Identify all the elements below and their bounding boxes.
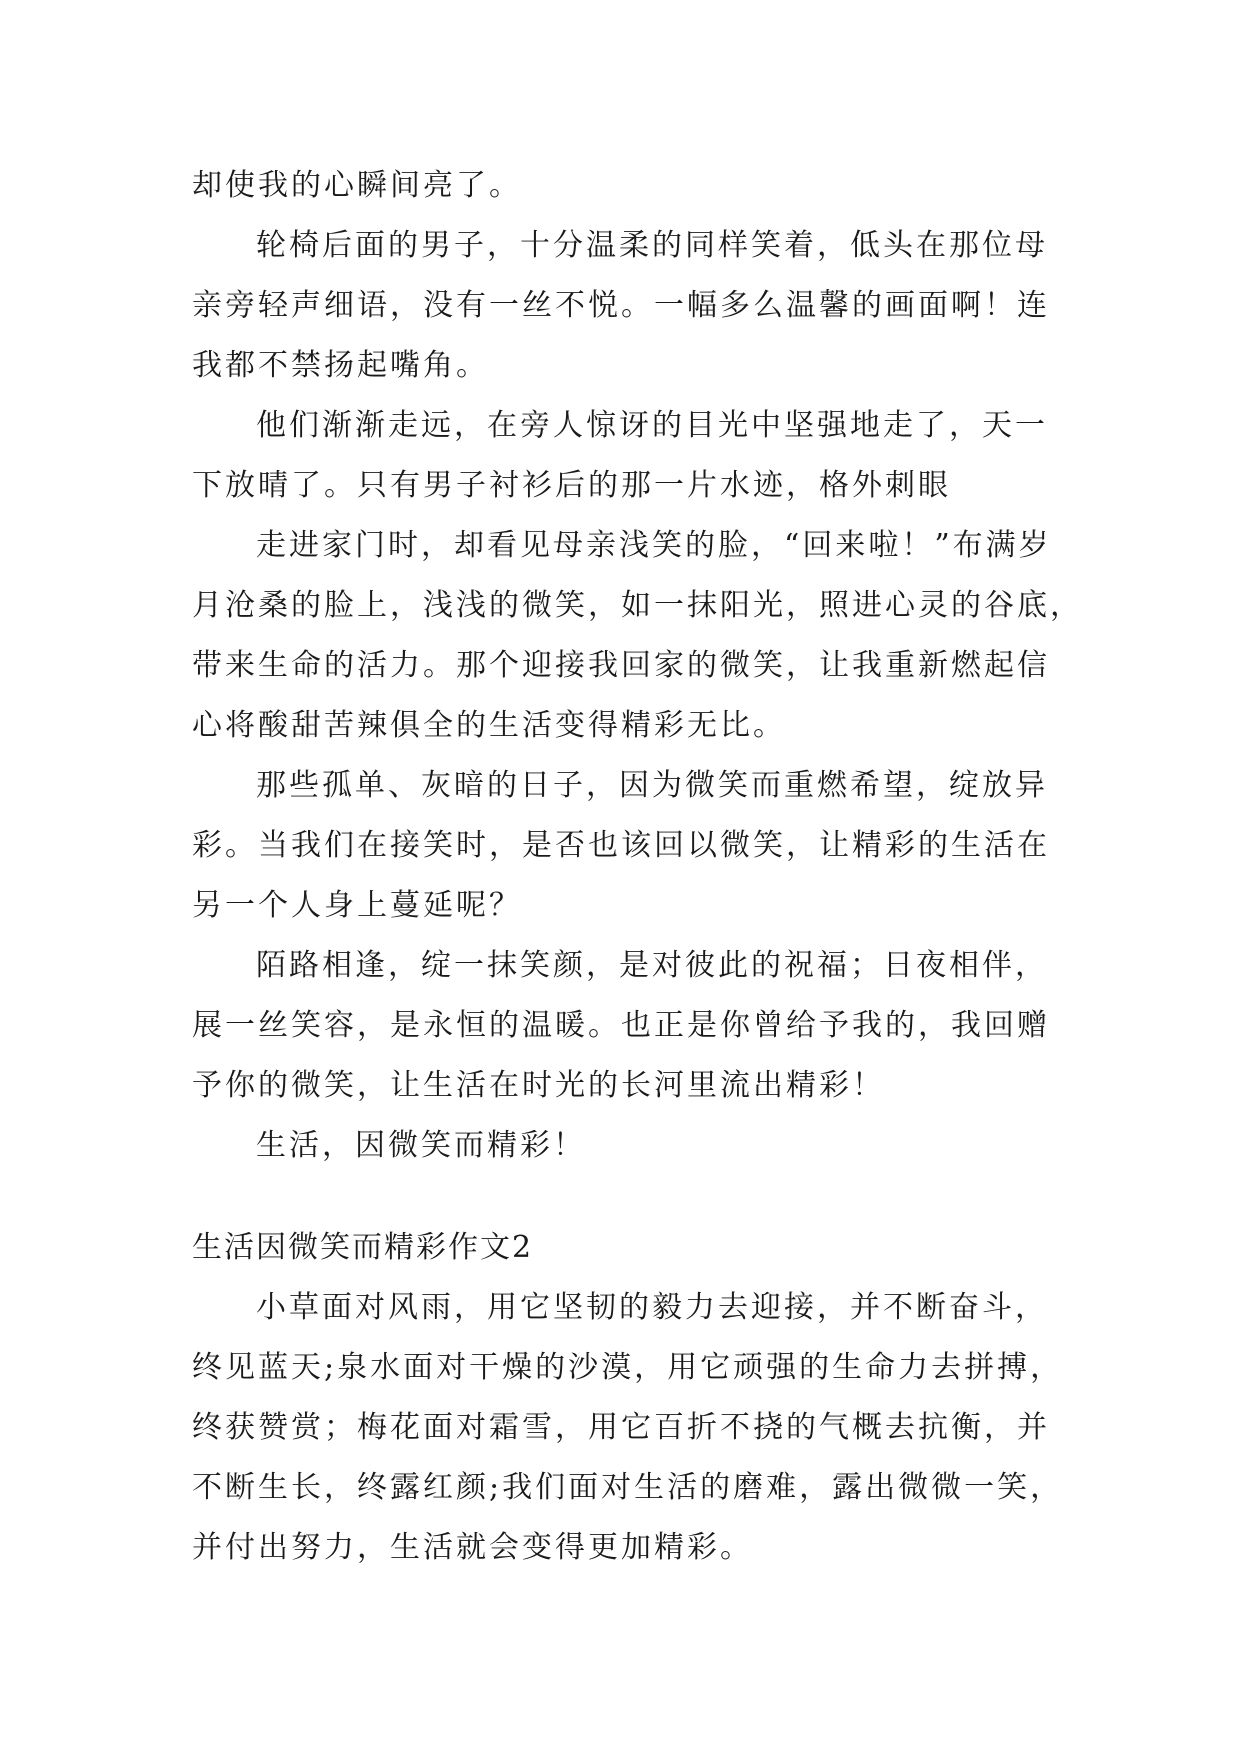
- paragraph-line: 他们渐渐走远，在旁人惊讶的目光中坚强地走了，天一: [256, 408, 1048, 443]
- paragraph-line: 我都不禁扬起嘴角。: [192, 348, 489, 383]
- section-title: 生活因微笑而精彩作文2: [192, 1230, 534, 1265]
- paragraph-line: 下放晴了。只有男子衬衫后的那一片水迹，格外刺眼: [192, 468, 951, 503]
- continuation-line: 却使我的心瞬间亮了。: [192, 168, 522, 203]
- paragraph-line: 不断生长，终露红颜;我们面对生活的磨难，露出微微一笑，: [192, 1470, 1064, 1505]
- paragraph-line: 并付出努力，生活就会变得更加精彩。: [192, 1530, 753, 1565]
- paragraph-line: 亲旁轻声细语，没有一丝不悦。一幅多么温馨的画面啊！连: [192, 288, 1050, 323]
- paragraph-line: 另一个人身上蔓延呢？: [192, 888, 522, 923]
- paragraph-line: 心将酸甜苦辣俱全的生活变得精彩无比。: [192, 708, 786, 743]
- paragraph-line: 那些孤单、灰暗的日子，因为微笑而重燃希望，绽放异: [256, 768, 1048, 803]
- paragraph-line: 予你的微笑，让生活在时光的长河里流出精彩！: [192, 1068, 885, 1103]
- paragraph-line: 生活，因微笑而精彩！: [256, 1128, 586, 1163]
- paragraph-line: 展一丝笑容，是永恒的温暖。也正是你曾给予我的，我回赠: [192, 1008, 1050, 1043]
- paragraph-line: 小草面对风雨，用它坚韧的毅力去迎接，并不断奋斗，: [256, 1290, 1048, 1325]
- paragraph-line: 终获赞赏；梅花面对霜雪，用它百折不挠的气概去抗衡，并: [192, 1410, 1050, 1445]
- paragraph-line: 走进家门时，却看见母亲浅笑的脸，“回来啦！”布满岁: [256, 528, 1052, 563]
- paragraph-line: 彩。当我们在接笑时，是否也该回以微笑，让精彩的生活在: [192, 828, 1050, 863]
- paragraph-line: 终见蓝天;泉水面对干燥的沙漠，用它顽强的生命力去拼搏，: [192, 1350, 1064, 1385]
- paragraph-line: 轮椅后面的男子，十分温柔的同样笑着，低头在那位母: [256, 228, 1048, 263]
- paragraph-line: 陌路相逢，绽一抹笑颜，是对彼此的祝福；日夜相伴，: [256, 948, 1048, 983]
- paragraph-line: 带来生命的活力。那个迎接我回家的微笑，让我重新燃起信: [192, 648, 1050, 683]
- paragraph-line: 月沧桑的脸上，浅浅的微笑，如一抹阳光，照进心灵的谷底，: [192, 588, 1083, 623]
